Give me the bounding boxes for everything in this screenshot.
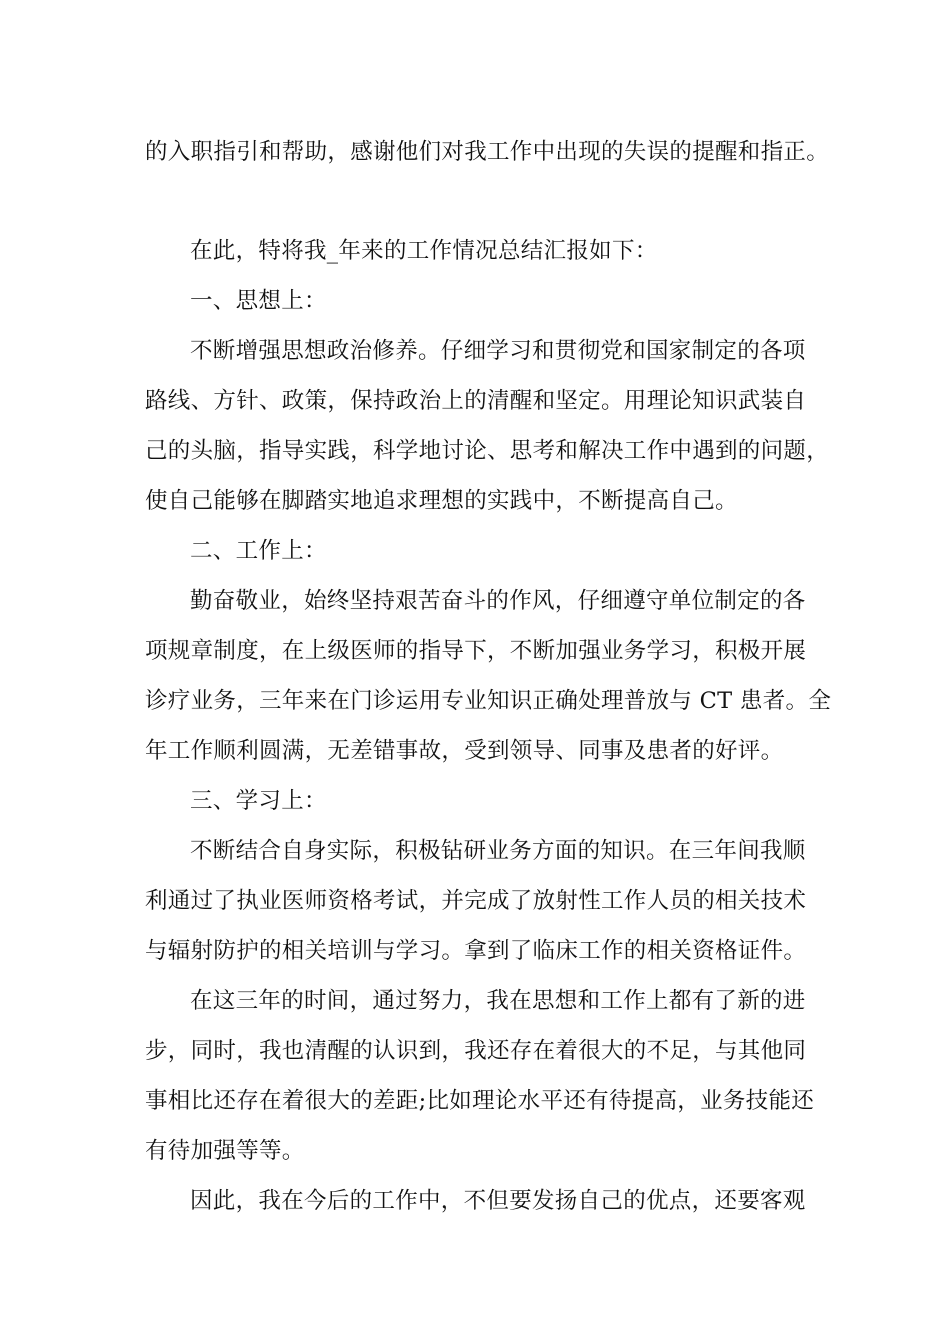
text-line: 使自己能够在脚踏实地追求理想的实践中，不断提高自己。 — [145, 488, 738, 514]
text-line: 项规章制度，在上级医师的指导下，不断加强业务学习，积极开展 — [145, 638, 807, 664]
text-line: 因此，我在今后的工作中，不但要发扬自己的优点，还要客观 — [190, 1188, 806, 1214]
text-line: 诊疗业务，三年来在门诊运用专业知识正确处理普放与 CT 患者。全 — [145, 688, 832, 714]
text-line: 有待加强等等。 — [145, 1138, 305, 1164]
text-line: 不断结合自身实际，积极钻研业务方面的知识。在三年间我顺 — [190, 838, 806, 864]
text-line: 事相比还存在着很大的差距;比如理论水平还有待提高，业务技能还 — [145, 1088, 815, 1114]
text-line: 勤奋敬业，始终坚持艰苦奋斗的作风，仔细遵守单位制定的各 — [190, 588, 806, 614]
text-line: 路线、方针、政策，保持政治上的清醒和坚定。用理论知识武装自 — [145, 388, 807, 414]
text-line: 己的头脑，指导实践，科学地讨论、思考和解决工作中遇到的问题， — [145, 438, 830, 464]
section-heading: 一、思想上： — [190, 288, 327, 314]
text-line: 不断增强思想政治修养。仔细学习和贯彻党和国家制定的各项 — [190, 338, 806, 364]
text-line: 年工作顺利圆满，无差错事故，受到领导、同事及患者的好评。 — [145, 738, 784, 764]
section-heading: 三、学习上： — [190, 788, 327, 814]
text-line: 的入职指引和帮助，感谢他们对我工作中出现的失误的提醒和指正。 — [145, 139, 830, 165]
text-line: 利通过了执业医师资格考试，并完成了放射性工作人员的相关技术 — [145, 888, 807, 914]
text-line: 与辐射防护的相关培训与学习。拿到了临床工作的相关资格证件。 — [145, 938, 807, 964]
section-heading: 二、工作上： — [190, 538, 327, 564]
text-line: 在这三年的时间，通过努力，我在思想和工作上都有了新的进 — [190, 988, 806, 1014]
text-line: 在此，特将我_年来的工作情况总结汇报如下： — [190, 238, 658, 264]
text-line: 步，同时，我也清醒的认识到，我还存在着很大的不足，与其他同 — [145, 1038, 807, 1064]
